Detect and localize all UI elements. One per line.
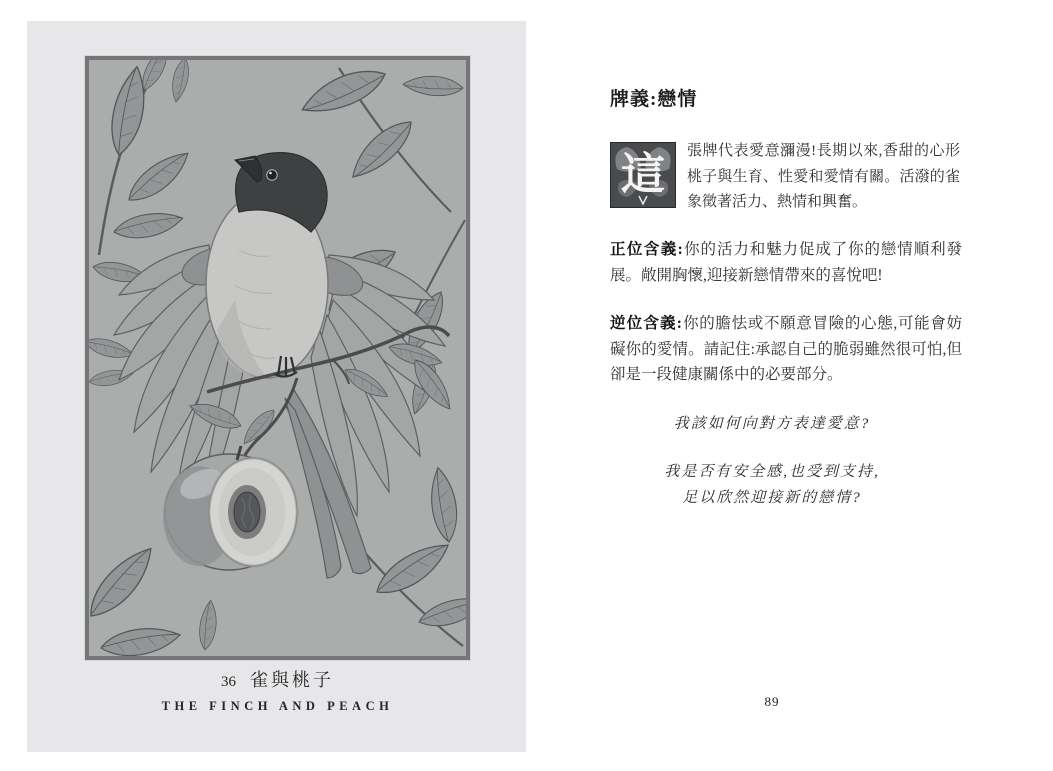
left-page — [27, 21, 526, 752]
upright-label: 正位含義: — [610, 241, 684, 258]
intro-paragraph — [610, 139, 960, 216]
card-title-en: THE FINCH AND PEACH — [161, 699, 394, 713]
upright-meaning — [610, 237, 962, 288]
intro-text: 張牌代表愛意瀰漫!長期以來,香甜的心形桃子與生育、性愛和愛情有關。活潑的雀象徵著活力、熱情和興奮。 — [687, 143, 960, 210]
page-number: 89 — [764, 694, 780, 709]
reflection-question-2-line2: 足以欣然迎接新的戀情? — [682, 490, 862, 506]
card-illustration-frame — [85, 56, 470, 660]
card-number: 36 — [221, 674, 236, 690]
meaning-heading: 牌義:戀情 — [610, 89, 698, 110]
right-page — [560, 0, 1053, 771]
upright-text: 你的活力和魅力促成了你的戀情順利發展。敞開胸懷,迎接新戀情帶來的喜悅吧! — [610, 241, 962, 284]
drop-cap-character: 這 — [621, 150, 665, 199]
reflection-question-2-line1: 我是否有安全感,也受到支持, — [664, 464, 880, 480]
reversed-meaning — [610, 311, 962, 388]
reversed-label: 逆位含義: — [610, 315, 683, 332]
drop-cap-box — [610, 142, 676, 208]
card-title-zh: 雀與桃子 — [250, 670, 334, 690]
reflection-question-1: 我該如何向對方表達愛意? — [673, 416, 871, 432]
reversed-text: 你的膽怯或不願意冒險的心態,可能會妨礙你的愛情。請記住:承認自己的脆弱雖然很可怕,但卻是一段健康關係中的必要部分。 — [610, 315, 962, 383]
finch-and-peach-artwork — [89, 60, 466, 656]
card-caption — [85, 666, 470, 692]
